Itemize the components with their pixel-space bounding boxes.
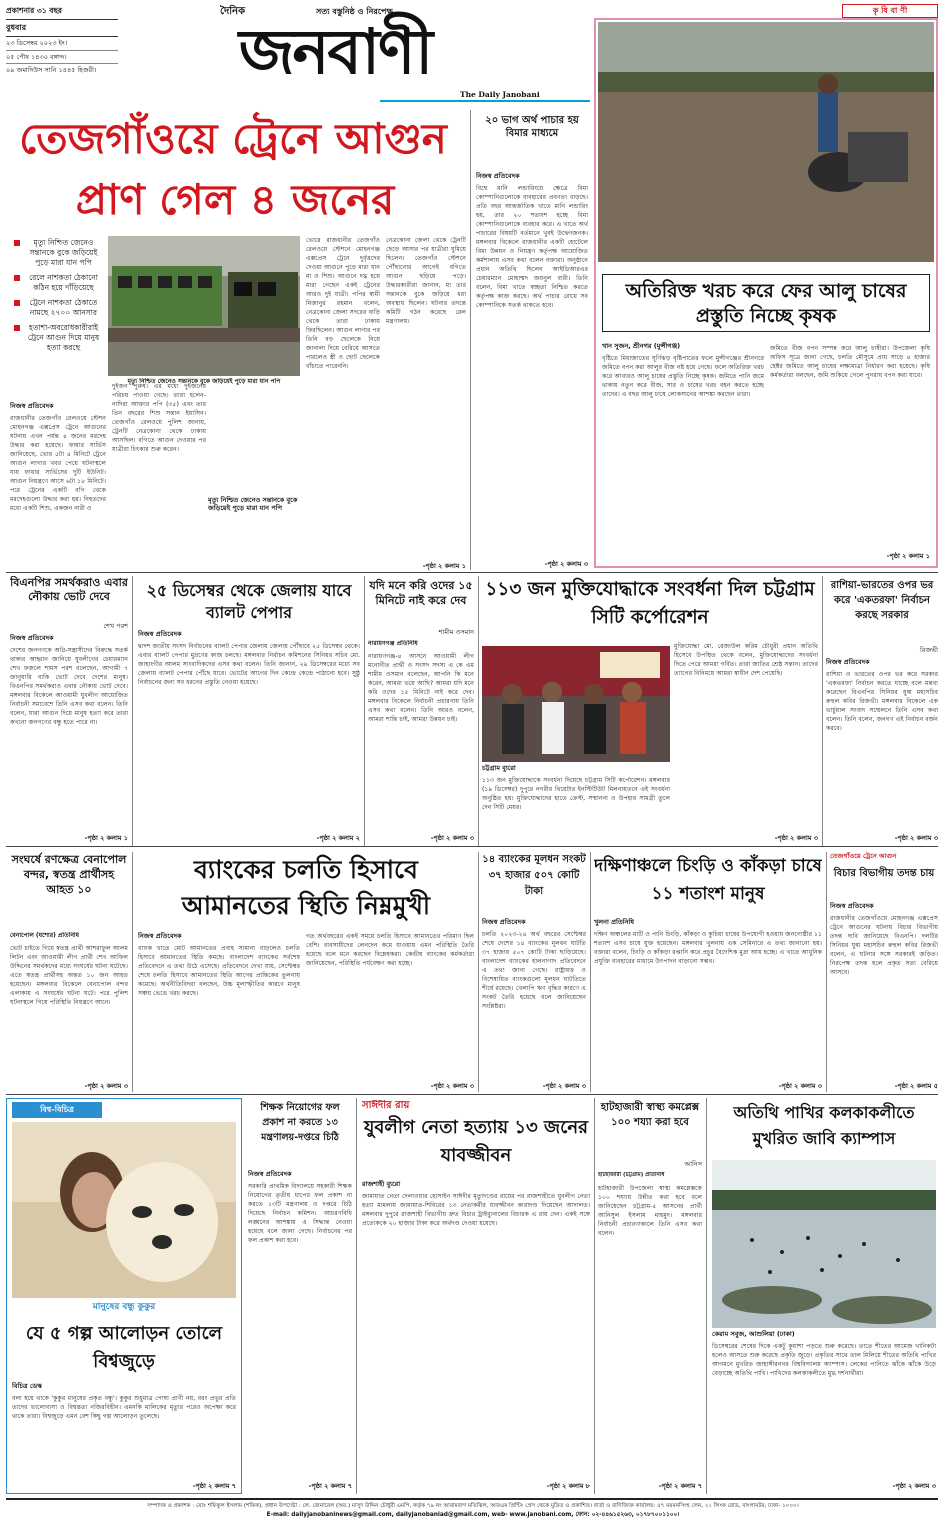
birds-photo — [712, 1160, 936, 1328]
bishwa-body: বলা হয়ে থাকে 'কুকুর মানুষের প্রকৃত বন্ধু'। কুকুর শুধুমাত্র পোষা প্রাণী নয়, বরং প্রভুর প্রতি তাদের ভালোবাসা ও বিশ্বস্ততা নজিরবিহীন। এমনকি মালিকের মৃত্যুর পরেও অপেক্ষা করে থাকে তারা। বিশ্বজুড়ে এমন বেশ কিছু গল্প আলোড়ন তুলেছে। — [12, 1395, 236, 1420]
masthead-rule — [380, 100, 590, 102]
lead-bullet: ট্রেনে নাশকতা ঠেকাতে নামছে ২৭০০ আনসার — [14, 298, 104, 318]
lead-bullet: মৃত্যু নিশ্চিত জেনেও সন্তানকে বুকে জড়িয়েই পুড়ে মারা যান পপি — [14, 238, 104, 268]
col-rule — [826, 852, 827, 1092]
lead-bullet: হতাশা-অবরোধকারীরাই ট্রেনে আগুন দিয়ে মানুষ হত্যা করছে — [14, 323, 104, 353]
benapole-headline: সংঘর্ষে রণক্ষেত্র বেনাপোল বন্দর, স্বতন্ত্র প্রার্থীসহ আহত ১০ — [11, 853, 127, 896]
chingri-headline: দক্ষিণাঞ্চলে চিংড়ি ও কাঁকড়া চাষে ১১ শতাংশ মানুষ — [594, 856, 822, 904]
row-rule — [6, 1094, 938, 1095]
bishwa-continued: -পৃষ্ঠা ২ কলাম ৭ — [192, 1482, 236, 1490]
row-rule — [6, 846, 938, 847]
farmer-photo — [598, 22, 934, 262]
hathazari-byline: হাটহাজারী (চট্টগ্রাম) প্রতিনিধি — [598, 1172, 665, 1178]
chingri-continued: -পৃষ্ঠা ২ কলাম ৩ — [778, 1082, 822, 1090]
hathazari-body: হাটহাজারী উপজেলা স্বাস্থ্য কমপ্লেক্সকে ১০০ শয্যায় উন্নীত করা হবে বলে জানিয়েছেন চট্টগ্রাম-৫ আসনের প্রার্থী আনিসুল ইসলাম মাহমুদ। মঙ্গলবার নির্বাচনী প্রচারণাকালে তিনি এসব কথা বলেন। — [598, 1185, 702, 1237]
lead-body-col3: ভোরে রাজধানীর তেজগাঁও রেলওয়ে স্টেশনে মোহনগঞ্জ এক্সপ্রেস ট্রেনে দুর্বৃত্তদের দেওয়া আগুনে পুড়ে মারা যান মা ও শিশু। আগুনে দগ্ধ হয়ে মারা গেছেন একই ট্রেনের আরও দুই যাত্রী। পপির স্বামী মিজানুর রহমান বলেন, নেত্রকোনা জেলা সদরের বাড়ি থেকে তারা ঢাকায় ফিরছিলেন। আগুন লাগার পর তিনি বড় ছেলেকে নিয়ে জানালা দিয়ে বেরিয়ে আসতে পারলেও স্ত্রী ও ছোট ছেলেকে বাঁচাতে পারেননি। — [306, 237, 380, 370]
col-rule — [356, 1098, 357, 1494]
shikkhok-byline: নিজস্ব প্রতিবেদক — [248, 1170, 292, 1178]
col-rule — [706, 1098, 707, 1494]
russia-byline: নিজস্ব প্রতিবেদক — [826, 658, 870, 666]
date-bangla: ০৫ পৌষ ১৪৩০ বঙ্গাব্দ। — [6, 51, 118, 64]
year-line: প্রকাশনার ৩১ বছর — [6, 6, 63, 15]
krishi-headline-box — [602, 274, 930, 332]
footer — [10, 1502, 936, 1524]
shamim-headline: যদি মনে করি ওদের ১৫ মিনিটে নাই করে দেব — [369, 579, 473, 607]
footer-line-2: E-mail: dailyjanobaninews@gmail.com, dailyjanobaniad@gmail.com, web- www.janobani.com, ফোন: ০২-৪৪৬১৫২৬৩, ০১৭৮৭০০১১০০। — [266, 1512, 680, 1518]
benapole-continued: -পৃষ্ঠা ২ কলাম ৩ — [84, 1082, 128, 1090]
russia-headline: রাশিয়া-ভারতের ওপর ভর করে 'একতরফা' নির্বাচন করছে সরকার — [830, 580, 934, 621]
lead-bullets — [14, 238, 104, 388]
lead-body-col4: নেত্রকোনা জেলা থেকে ট্রেনটি ছেড়ে আসার পর যাত্রীরা ঘুমিয়ে ছিলেন। তেজগাঁও স্টেশনে পৌঁছানোর আগেই বগিতে আগুন ছড়িয়ে পড়ে। উদ্ধারকারীরা জানান, মা তার সন্তানকে বুকে জড়িয়ে ধরা অবস্থায় ছিলেন। ঘটনার তদন্তে কমিটি গঠন করেছে রেল মন্ত্রণালয়। — [386, 237, 466, 325]
bank-body-col1: ব্যাংক খাতে মোট আমানতের প্রবাহ সামান্য বাড়লেও চলতি হিসাবে আমানতের স্থিতি কমছে। বাংলাদেশ ব্যাংকের সর্বশেষ প্রতিবেদনে এ তথ্য উঠে এসেছে। প্রতিবেদনে দেখা যায়, সেপ্টেম্বর শেষে চলতি হিসাবে আমানতের স্থিতি আগের প্রান্তিকের তুলনায় কমেছে। অর্থনীতিবিদরা বলছেন, উচ্চ মূল্যস্ফীতির কারণে মানুষ সঞ্চয় ভেঙে খরচ করছে। — [138, 945, 300, 997]
bank-byline: নিজস্ব প্রতিবেদক — [138, 932, 182, 940]
bishwa-caption: মানুষের বন্ধু কুকুর — [92, 1302, 156, 1312]
row-rule — [6, 572, 938, 573]
bnp-continued: -পৃষ্ঠা ২ কলাম ১ — [84, 834, 128, 842]
bnp-byline: নিজস্ব প্রতিবেদক — [10, 634, 54, 642]
bishwa-byline: বিচিত্র ডেস্ক — [12, 1382, 42, 1390]
jubolig-byline: রাজশাহী ব্যুরো — [362, 1180, 401, 1188]
footer-line-1: সম্পাদক ও প্রকাশক : মোঃ শফিকুল ইসলাম (শফিক), প্রধান উপদেষ্টা : লে. জেনারেল (অব.) মাসুদ উদ্দিন চৌধুরী এমপি, কর্তৃক ৭৯ নং আরামবাগ মতিঝিল, আরএম প্রিন্টিং প্রেস থেকে মুদ্রিত ও প্রকাশিত। বার্তা ও বাণিজ্যিক কার্যালয়: ৫৭ ময়মনসিংহ লেন, ২১ লিংক রোড, বাংলামটর, ঢাকা- ১০০০। — [147, 1503, 799, 1509]
bichar-kicker: তেজগাঁওয়ে ট্রেনে আগুন — [830, 852, 897, 860]
russia-author: রিজভী — [920, 646, 938, 654]
bima-headline: ২০ ভাগ অর্থ পাচার হয় বিমার মাধ্যমে — [485, 115, 579, 139]
col-rule — [594, 1098, 595, 1494]
russia-body: রাশিয়া ও ভারতের ওপর ভর করে সরকার 'একতরফা' নির্বাচন করতে যাচ্ছে বলে মন্তব্য করেছেন বিএনপির সিনিয়র যুগ্ম মহাসচিব রুহুল কবির রিজভী। মঙ্গলবার বিকেলে এক ভার্চুয়াল সংবাদ সম্মেলনে তিনি এসব কথা বলেন। তিনি বলেন, জনগণ এই নির্বাচন বর্জন করবে। — [826, 671, 938, 732]
bnp-headline: বিএনপির সমর্থকরাও এবার নৌকায় ভোট দেবে — [10, 576, 128, 603]
shamim-body: নারায়ণগঞ্জ-৪ আসনে আওয়ামী লীগ মনোনীত প্রার্থী ও সংসদ সদস্য এ কে এম শামীম ওসমান বলেছেন, আপনি কি মনে করেন, আমরা ভয়ে আছি? আমরা যদি মনে করি ওদের ১৫ মিনিটে নাই করে দেব। মঙ্গলবার বিকেলে নির্বাচনী প্রচারণায় তিনি এসব কথা বলেন। তিনি আরও বলেন, আমরা শান্তি চাই, আমরা উন্নয়ন চাই। — [368, 653, 474, 723]
bank14-continued: -পৃষ্ঠা ২ কলাম ৩ — [542, 1082, 586, 1090]
jabi-body: ডিসেম্বরের শেষের দিকে একটু কুয়াশা পড়তে শুরু করেছে। তাতে শীতের আমেজ খানিকটা হলেও আসতে শুরু করেছে প্রকৃতি জুড়ে। প্রকৃতির সাথে তাল মিলিয়ে শীতের অতিথি পাখির আগমনে মুখরিত জাহাঙ্গীরনগর বিশ্ববিদ্যালয় ক্যাম্পাস। লেকের পানিতে ঝাঁকে ঝাঁকে উড়ে বেড়াচ্ছে অতিথি পাখি। পাখিদের কলকাকলীতে মুগ্ধ দর্শনার্থীরা। — [712, 1343, 936, 1377]
lead-byline — [10, 402, 110, 414]
date-hijri: ০৯ জমাদিউস সানি ১৪৪৫ হিজরী। — [6, 65, 97, 74]
col-rule — [478, 852, 479, 1092]
jabi-continued: -পৃষ্ঠা ২ কলাম ৩ — [892, 1482, 936, 1490]
bnp-body: দেশের জনগণকে অগ্নি-সন্ত্রাসীদের বিরুদ্ধে সতর্ক থাকার আহ্বান জানিয়ে যুবলীগের চেয়ারম্যান শেখ ফজলে শামস পরশ বলেছেন, আগামী ৭ জানুয়ারি বাকি ভোট দেবে দেশের মানুষ। বিএনপির সমর্থকরাও এবার নৌকায় ভোট দেবে। মঙ্গলবার বিকেলে আওয়ামী যুবলীগ আয়োজিত নির্বাচনী সমাবেশে তিনি এসব কথা বলেন। তিনি বলেন, যারা আগুন দিয়ে মানুষ হত্যা করে তারা কখনো জনগণের বন্ধু হতে পারে না। — [10, 647, 128, 726]
bank14-headline: ১৪ ব্যাংকের মূলধন সংকট ৩৭ হাজার ৫০৭ কোটি টাকা — [482, 854, 586, 897]
ballot-headline: ২৫ ডিসেম্বর থেকে জেলায় যাবে ব্যালট পেপার — [146, 581, 352, 622]
hathazari-headline: হাটহাজারী স্বাস্থ্য কমপ্লেক্স ১০০ শয্যা করা হবে — [600, 1102, 700, 1128]
benapole-body: ভোট চাইতে গিয়ে স্বতন্ত্র প্রার্থী আশরাফুল আলম লিটন এবং আওয়ামী লীগ প্রার্থী শেখ আফিল উদ্দিনের সমর্থকদের মধ্যে সংঘর্ষের ঘটনা ঘটেছে। এতে স্বতন্ত্র প্রার্থীসহ অন্তত ১০ জন আহত হয়েছেন। মঙ্গলবার বিকেলে বেনাপোল বন্দর এলাকায় এ সংঘর্ষের ঘটনা ঘটে। পরে পুলিশ ঘটনাস্থলে গিয়ে পরিস্থিতি নিয়ন্ত্রণে আনে। — [10, 945, 128, 1006]
bichar-headline: বিচার বিভাগীয় তদন্ত চায় — [833, 868, 935, 879]
hathazari-author: আনিস — [684, 1160, 702, 1168]
newspaper-logo: জনবাণী — [238, 15, 432, 88]
muktijoddha-headline: ১১৩ জন মুক্তিযোদ্ধাকে সংবর্ধনা দিল চট্টগ্রাম সিটি কর্পোরেশন — [485, 579, 815, 628]
muktijoddha-byline: চট্টগ্রাম ব্যুরো — [482, 764, 516, 772]
dainik-label: দৈনিক — [220, 6, 246, 17]
shikkhok-headline: শিক্ষক নিয়োগের ফল প্রকাশ না করতে ১৩ মন্ত্রণালয়-দপ্তরে চিঠি — [260, 1102, 340, 1143]
col-rule — [364, 576, 365, 846]
bichar-byline: নিজস্ব প্রতিবেদক — [830, 902, 874, 910]
lead-headline-2: প্রাণ গেল ৪ জনের — [75, 175, 395, 224]
ballot-byline: নিজস্ব প্রতিবেদক — [138, 630, 182, 638]
lead-bullet: রেলে নাশকতা ঠেকানো কঠিন হয়ে দাঁড়িয়েছে — [14, 273, 104, 293]
bishwa-headline: যে ৫ গল্প আলোড়ন তোলে বিশ্বজুড়ে — [25, 1323, 223, 1372]
slogan: সত্য বস্তুনিষ্ঠ ও নিরপেক্ষ — [316, 7, 393, 16]
bima-continued: -পৃষ্ঠা ২ কলাম ৩ — [544, 560, 588, 568]
shamim-author: শামীম ওসমান — [438, 628, 474, 636]
jubolig-body: জামায়াত নেতা দেলাওয়ার হোসাইন সাঈদীর মৃত্যুদণ্ডের রায়ের পর রাজশাহীতে যুবলীগ নেতা হত্যা মামলায় জামায়াত-শিবিরের ১৩ নেতাকর্মীর যাবজ্জীবন কারাদণ্ড দিয়েছেন আদালত। মঙ্গলবার দুপুরে রাজশাহী বিভাগীয় দ্রুত বিচার ট্রাইব্যুনালের বিচারক এ রায় দেন। একই সঙ্গে প্রত্যেককে ২০ হাজার টাকা করে অর্থদণ্ড দেওয়া হয়েছে। — [362, 1193, 590, 1227]
masthead-info — [6, 6, 118, 88]
bank14-byline: নিজস্ব প্রতিবেদক — [482, 918, 526, 926]
lead-continued: -পৃষ্ঠা ২ কলাম ১ — [422, 562, 466, 570]
bank-body-col2: গত অর্থবছরের একই সময়ে চলতি হিসাবে আমানতের পরিমাণ ছিল বেশি। ব্যবসায়ীদের লেনদেন কমে যাওয়ায় এমন পরিস্থিতি তৈরি হয়েছে বলে মনে করছেন বিশ্লেষকরা। কেন্দ্রীয় ব্যাংকের কর্মকর্তারা জানিয়েছেন, পরিস্থিতি পর্যবেক্ষণ করা হচ্ছে। — [306, 933, 474, 967]
shikkhok-body: সরকারি প্রাথমিক বিদ্যালয়ে সহকারী শিক্ষক নিয়োগের তৃতীয় ধাপের ফল প্রকাশ না করতে ১৩টি মন্ত্রণালয় ও দপ্তরে চিঠি দিয়েছে নির্বাচন কমিশন। আচরণবিধি লঙ্ঘনের আশঙ্কায় এ সিদ্ধান্ত নেওয়া হয়েছে বলে জানা গেছে। নির্বাচনের পর ফল প্রকাশ করা হবে। — [248, 1183, 352, 1244]
date-english: ২৩ ডিসেম্বর ২০২৩ ইং। — [6, 37, 118, 50]
masthead-logo-block — [190, 4, 590, 104]
krishi-body-col2: জমিতে বীজ বপন সম্পন্ন করে আলু চাষীরা। উপজেলা কৃষি অফিস সূত্রে জানা গেছে, চলতি মৌসুমে প্রায় সাড়ে ৪ হাজার হেক্টর জমিতে আলু চাষের লক্ষ্যমাত্রা নির্ধারণ করা হয়েছে। কৃষি কর্মকর্তারা বলছেন, জমি শুকিয়ে গেলে পুনরায় বপন করা যাবে। — [770, 345, 930, 379]
shikkhok-continued: -পৃষ্ঠা ২ কলাম ৭ — [308, 1482, 352, 1490]
jubolig-kicker: সাঈদীর রায় — [362, 1100, 410, 1111]
col-rule — [132, 852, 133, 1092]
col-rule — [470, 110, 471, 570]
bishwa-tag-box — [12, 1102, 102, 1118]
bnp-author: শেখ পরশ — [103, 622, 128, 630]
ballot-continued: -পৃষ্ঠা ২ কলাম ২ — [316, 834, 360, 842]
bichar-continued: -পৃষ্ঠা ২ কলাম ৫ — [894, 1082, 938, 1090]
bank-continued: -পৃষ্ঠা ২ কলাম ৩ — [430, 1082, 474, 1090]
photo-caption: মৃত্যু নিশ্চিত জেনেও সন্তানকে বুকে জড়িয়েই পুড়ে মারা যান পপি — [127, 378, 281, 385]
chingri-body: দক্ষিণ অঞ্চলের মাটি ও পানি চিংড়ি, কাঁকড়া ও কুচিয়া চাষের উপযোগী হওয়ায় জনগোষ্ঠীর ১১ শতাংশ এসব চাষে যুক্ত হয়েছেন। মঙ্গলবার খুলনায় এক সেমিনারে এ তথ্য জানানো হয়। বক্তারা বলেন, চিংড়ি ও কাঁকড়া রপ্তানি করে প্রচুর বৈদেশিক মুদ্রা আয় হচ্ছে। এ খাতে আধুনিক প্রযুক্তি ব্যবহারের মাধ্যমে উৎপাদন বাড়ানো সম্ভব। — [594, 931, 822, 965]
bank14-body: চলতি ২০২৩-২৪ অর্থ বছরের সেপ্টেম্বর শেষে দেশের ১৪ ব্যাংকের মূলধন ঘাটতি ৩৭ হাজার ৫০৭ কোটি টাকা ছাড়িয়েছে। বাংলাদেশ ব্যাংকের হালনাগাদ প্রতিবেদনে এ তথ্য জানা গেছে। রাষ্ট্রায়ত্ত ও বিশেষায়িত ব্যাংকগুলো মূলধন ঘাটতিতে শীর্ষে রয়েছে। খেলাপি ঋণ বৃদ্ধির কারণে এ সংকট তৈরি হয়েছে বলে জানিয়েছেন সংশ্লিষ্টরা। — [482, 931, 586, 1010]
muktijoddha-body-right: মুক্তিযোদ্ধা মো. রেজাউল করিম চৌধুরী প্রধান অতিথি হিসেবে উপস্থিত থেকে বলেন, মুক্তিযোদ্ধাদের সংবর্ধনা দিতে পেরে আমরা গর্বিত। তারা জাতির শ্রেষ্ঠ সন্তান। তাদের ত্যাগের বিনিময়ে আমরা স্বাধীন দেশ পেয়েছি। — [674, 643, 818, 677]
muktijoddha-photo — [482, 646, 670, 762]
bank-headline: ব্যাংকের চলতি হিসাবে আমানতের স্থিতি নিম্নমুখী — [181, 855, 431, 920]
col-rule — [822, 576, 823, 846]
muktijoddha-body-left: ১১৩ জন মুক্তিযোদ্ধাকে সংবর্ধনা দিয়েছে চট্টগ্রাম সিটি কর্পোরেশন। মঙ্গলবার (১৯ ডিসেম্বর) দুপুরে নগরীর থিয়েটার ইনস্টিটিউট মিলনায়তনে এই সংবর্ধনা অনুষ্ঠিত হয়। মুক্তিযোদ্ধাদের হাতে ক্রেস্ট, সম্মাননা ও উপহার সামগ্রী তুলে দেন সিটি মেয়র। — [482, 777, 670, 811]
lead-body-col2: দুইজন পুরুষ। এর মধ্যে দুইজনের পরিচয় পাওয়া গেছে। তারা হলেন- নাদিরা আক্তার পপি (৩৫) এবং তার তিন বছরের শিশু সন্তান ইয়াসিন। তেজগাঁও রেলওয়ে পুলিশ জানায়, ট্রেনটি নেত্রকোনা থেকে ঢাকায় আসছিল। বগিতে আগুন দেওয়ার পর যাত্রীরা চিৎকার শুরু করেন। — [112, 383, 206, 453]
lead-headline-1: তেজগাঁওয়ে ট্রেনে আগুন — [19, 114, 447, 163]
krishi-body-col1: বৃষ্টিতে মিধাজাতের ঘূর্ণিঝড় বৃষ্টিপাতের ফলে মুন্সীগঞ্জের শ্রীনগরে জমিতে বপন করা আলুর বীজ নষ্ট হয়ে গেছে। ফলে অতিরিক্ত খরচ করে আবারও আলু চাষের প্রস্তুতি নিচ্ছে কৃষক। জমিতে পানি জমে থাকায় নতুন করে বীজ, সার ও চাষের খরচ বহন করতে হচ্ছে তাদের। এ বছর আলু চাষে লোকসানের আশঙ্কা করছেন তারা। — [602, 355, 764, 398]
bima-byline: নিজস্ব প্রতিবেদক — [476, 172, 520, 180]
bichar-body: রাজধানীর তেজগাঁওয়ে মোহনগঞ্জ এক্সপ্রেস ট্রেনে আগুনের ঘটনায় বিচার বিভাগীয় তদন্ত দাবি জানিয়েছে বিএনপি। দলটির সিনিয়র যুগ্ম মহাসচিব রুহুল কবির রিজভী বলেন, এ ঘটনার সঙ্গে সরকারই জড়িত। নিরপেক্ষ তদন্ত হলে প্রকৃত সত্য বেরিয়ে আসবে। — [830, 915, 938, 976]
jabi-byline: কেরাম সবুজ, আশুলিয়া (ঢাকা) — [712, 1330, 795, 1338]
col-rule — [590, 852, 591, 1092]
jubolig-continued: -পৃষ্ঠা ২ কলাম ৮ — [546, 1482, 590, 1490]
russia-continued: -পৃষ্ঠা ২ কলাম ৩ — [894, 834, 938, 842]
dog-photo — [12, 1122, 236, 1298]
muktijoddha-continued: -পৃষ্ঠা ২ কলাম ৩ — [774, 834, 818, 842]
krishi-continued: -পৃষ্ঠা ২ কলাম ১ — [886, 552, 930, 560]
col-rule — [132, 576, 133, 846]
lead-byline-text: নিজস্ব প্রতিবেদক — [10, 402, 54, 410]
bima-body: বিশ্বে মানি লন্ডারিংয়ে ক্ষেত্রে বিমা কোম্পানিগুলোকে ব্যবহারের প্রবণতা বাড়ছে। প্রতি বছর আন্তর্জাতিক খাতে মানি লন্ডারিং হয়, তার ২০ শতাংশ হচ্ছে বিমা কোম্পানিগুলোকে ব্যবহার করে। এ খাতে অর্থ পাচারের বিষয়টি বর্তমানে খুবই উদ্বেগজনক। মঙ্গলবার বিকেলে রাজধানীর একটি হোটেলে বিমা উন্নয়ন ও নিয়ন্ত্রণ কর্তৃপক্ষ আয়োজিত কর্মশালায় এসব কথা বলেন বক্তারা। অনুষ্ঠানে প্রধান অতিথি ছিলেন আইডিআরএর চেয়ারম্যান মোহাম্মদ জয়নুল বারী। তিনি বলেন, বিমা খাতে স্বচ্ছতা নিশ্চিত করতে কর্তৃপক্ষ কাজ করছে। অর্থ পাচার রোধে সব কোম্পানিকে সতর্ক থাকতে হবে। — [476, 185, 588, 309]
krishi-headline: অতিরিক্ত খরচ করে ফের আলু চাষের প্রস্তুতি নিচ্ছে কৃষক — [625, 280, 907, 327]
ballot-body: দ্বাদশ জাতীয় সংসদ নির্বাচনের ব্যালট পেপার জেলায় জেলায় পৌঁছাবে ২৫ ডিসেম্বর থেকে। এবার ব্যালট পেপার মুদ্রণের কাজ চলছে। মঙ্গলবার নির্বাচন কমিশনের সিনিয়র সচিব মো. জাহাংগীর আলম সাংবাদিকদের এসব কথা বলেন। তিনি জানান, ২৯ ডিসেম্বরের মধ্যে সব জেলায় ব্যালট পেপার পৌঁছে যাবে। ভোটের আগের দিন কেন্দ্রে কেন্দ্রে পাঠানো হবে। সুষ্ঠু নির্বাচনের জন্য সব ধরনের প্রস্তুতি নেওয়া হয়েছে। — [138, 643, 360, 686]
chingri-byline: খুলনা প্রতিনিধি — [594, 918, 634, 926]
day-label: বুধবার — [6, 19, 118, 37]
lead-subhead: মৃত্যু নিশ্চিত জেনেও সন্তানকে বুকে জড়িয়েই পুড়ে মারা যান পপি — [208, 496, 298, 513]
lead-body-col1: রাজধানীর তেজগাঁও রেলওয়ে স্টেশন মোহনগঞ্জ এক্সপ্রেস ট্রেনে আগুনের ঘটনায় এখন পর্যন্ত ৪ জনের মরদেহ উদ্ধার করা হয়েছে। ফায়ার সার্ভিস জানিয়েছে, ভোর ৫টা ৪ মিনিটে ট্রেনে আগুন লাগার খবর পেয়ে ঘটনাস্থলে যায় ফায়ার সার্ভিসের দুটি ইউনিট। আগুন নিয়ন্ত্রণে আসে ৬টা ১৮ মিনিটে। পরে ট্রেনের একটি বগি থেকে মরদেহগুলো উদ্ধার করা হয়। নিহতদের মধ্যে একটি শিশু, একজন নারী ও — [10, 415, 106, 512]
train-fire-photo — [108, 236, 300, 376]
krishi-byline: খান সুজন, শ্রীনগর (মুন্সীগঞ্জ) — [602, 342, 681, 350]
jubolig-headline: যুবলীগ নেতা হত্যায় ১৩ জনের যাবজ্জীবন — [364, 1117, 588, 1166]
section-tag-text: কৃ ষি বা ণী — [872, 6, 908, 15]
shamim-byline: নারায়ণগঞ্জ প্রতিনিধি — [368, 640, 418, 647]
bishwa-tag: বিশ্ব-বিচিত্র — [40, 1105, 74, 1114]
section-tag-krishi — [842, 4, 938, 18]
shamim-continued: -পৃষ্ঠা ২ কলাম ৩ — [430, 834, 474, 842]
hathazari-continued: -পৃষ্ঠা ২ কলাম ৭ — [658, 1482, 702, 1490]
newspaper-logo-en: The Daily Janobani — [460, 90, 540, 99]
jabi-headline: অতিথি পাখির কলকাকলীতে মুখরিত জাবি ক্যাম্পাস — [733, 1103, 915, 1148]
benapole-byline: বেনাপোল (যশোর) প্রতিনিধি — [10, 932, 79, 939]
col-rule — [478, 576, 479, 846]
footer-rule — [6, 1498, 938, 1500]
